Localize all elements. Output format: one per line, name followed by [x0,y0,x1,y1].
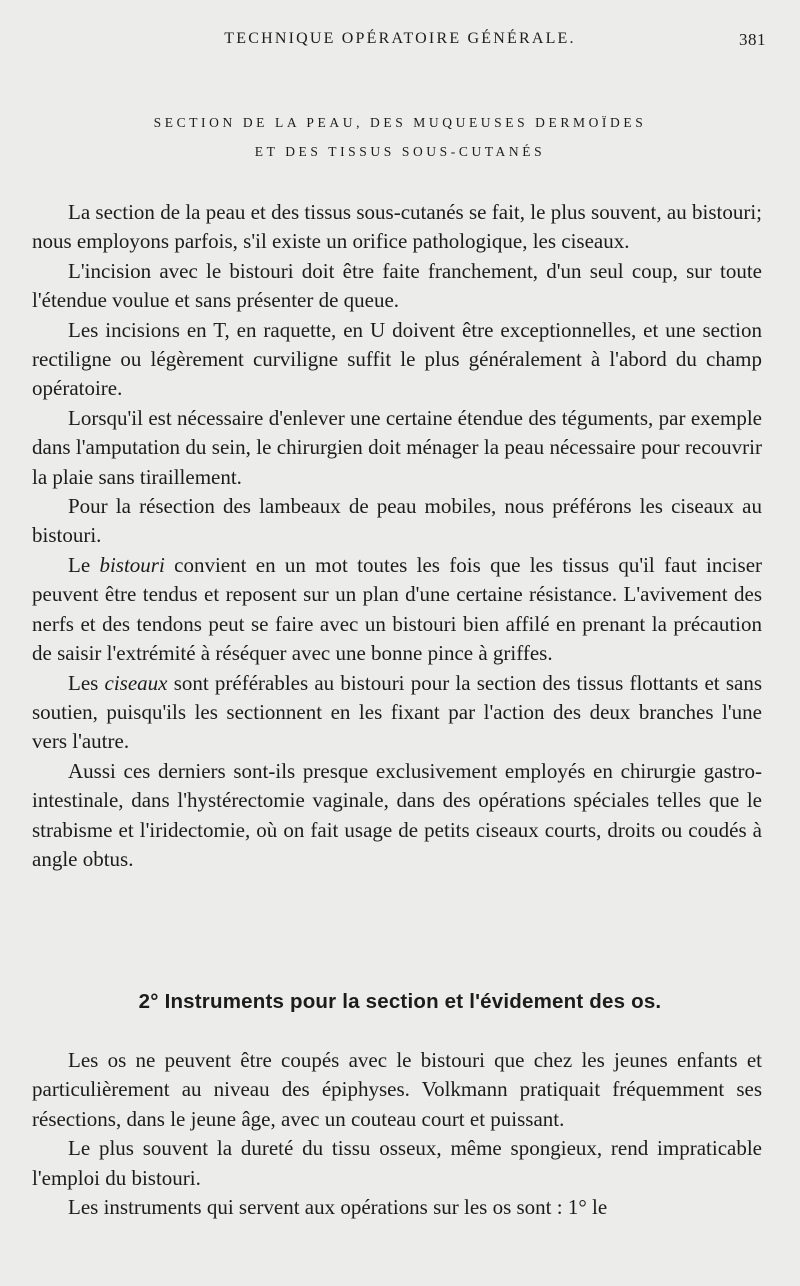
paragraph-text: convient en un mot toutes les fois que les tissus qu'il faut inciser peuvent être tendus et reposent sur un plan d'une certaine résistance. L'avivement des nerfs et des tendons peut se faire avec un bistouri bien affilé en prenant la précaution de saisir l'extrémité à réséquer avec une bonne pince à griffes. [32,552,763,666]
italic-term: ciseaux [104,670,168,695]
body-text-section-2 [32,1046,762,1222]
paragraph: La section de la peau et des tissus sous-cutanés se fait, le plus souvent, au bistouri; nous employons parfois, s'il existe un orifice pathologique, les ciseaux. [32,200,762,254]
subsection-heading: 2° Instruments pour la section et l'évidement des os. [138,990,662,1013]
paragraph: Pour la résection des lambeaux de peau mobiles, nous préférons les ciseaux au bistouri. [32,494,762,548]
italic-term: bistouri [99,552,165,577]
paragraph: Les instruments qui servent aux opérations sur les os sont : 1° le [68,1195,608,1220]
paragraph-text: Les [68,670,105,695]
paragraph-text: sont préférables au bistouri pour la section des tissus flottants et sans soutien, puisqu'ils les sectionnent en les fixant par l'action des deux branches l'une vers l'autre. [32,670,762,754]
paragraph: Aussi ces derniers sont-ils presque exclusivement employés en chirurgie gastro-intestinale, dans l'hystérectomie vaginale, dans des opérations spéciales telles que le strabisme et l'iridectomie, où on fait usage de petits ciseaux courts, droits ou coudés à angle obtus. [32,758,762,871]
section-heading [0,108,800,166]
paragraph: Lorsqu'il est nécessaire d'enlever une certaine étendue des téguments, par exemple dans l'amputation du sein, le chirurgien doit ménager la peau nécessaire pour recouvrir la plaie sans tiraillement. [32,405,762,489]
paragraph [32,669,762,757]
paragraph [32,551,762,669]
paragraph-text: Le [68,552,100,577]
paragraph: Les incisions en T, en raquette, en U doivent être exceptionnelles, et une section rectiligne ou légèrement curviligne suffit le plus généralement à l'abord du champ opératoire. [32,317,762,401]
body-text-section-1 [32,198,762,874]
running-title: TECHNIQUE OPÉRATOIRE GÉNÉRALE. [224,30,576,47]
section-heading-line-1: SECTION DE LA PEAU, DES MUQUEUSES DERMOÏDES [153,115,647,130]
page-number: 381 [739,30,766,49]
paragraph: Les os ne peuvent être coupés avec le bistouri que chez les jeunes enfants et particulièrement au niveau des épiphyses. Volkmann pratiquait fréquemment ses résections, dans le jeune âge, avec un couteau court et puissant. [32,1048,762,1131]
running-header [0,30,800,54]
paragraph: Le plus souvent la dureté du tissu osseux, même spongieux, rend impraticable l'emploi du bistouri. [32,1136,762,1190]
section-heading-line-2: ET DES TISSUS SOUS-CUTANÉS [254,144,546,159]
paragraph: L'incision avec le bistouri doit être faite franchement, d'un seul coup, sur toute l'étendue voulue et sans présenter de queue. [32,258,762,313]
